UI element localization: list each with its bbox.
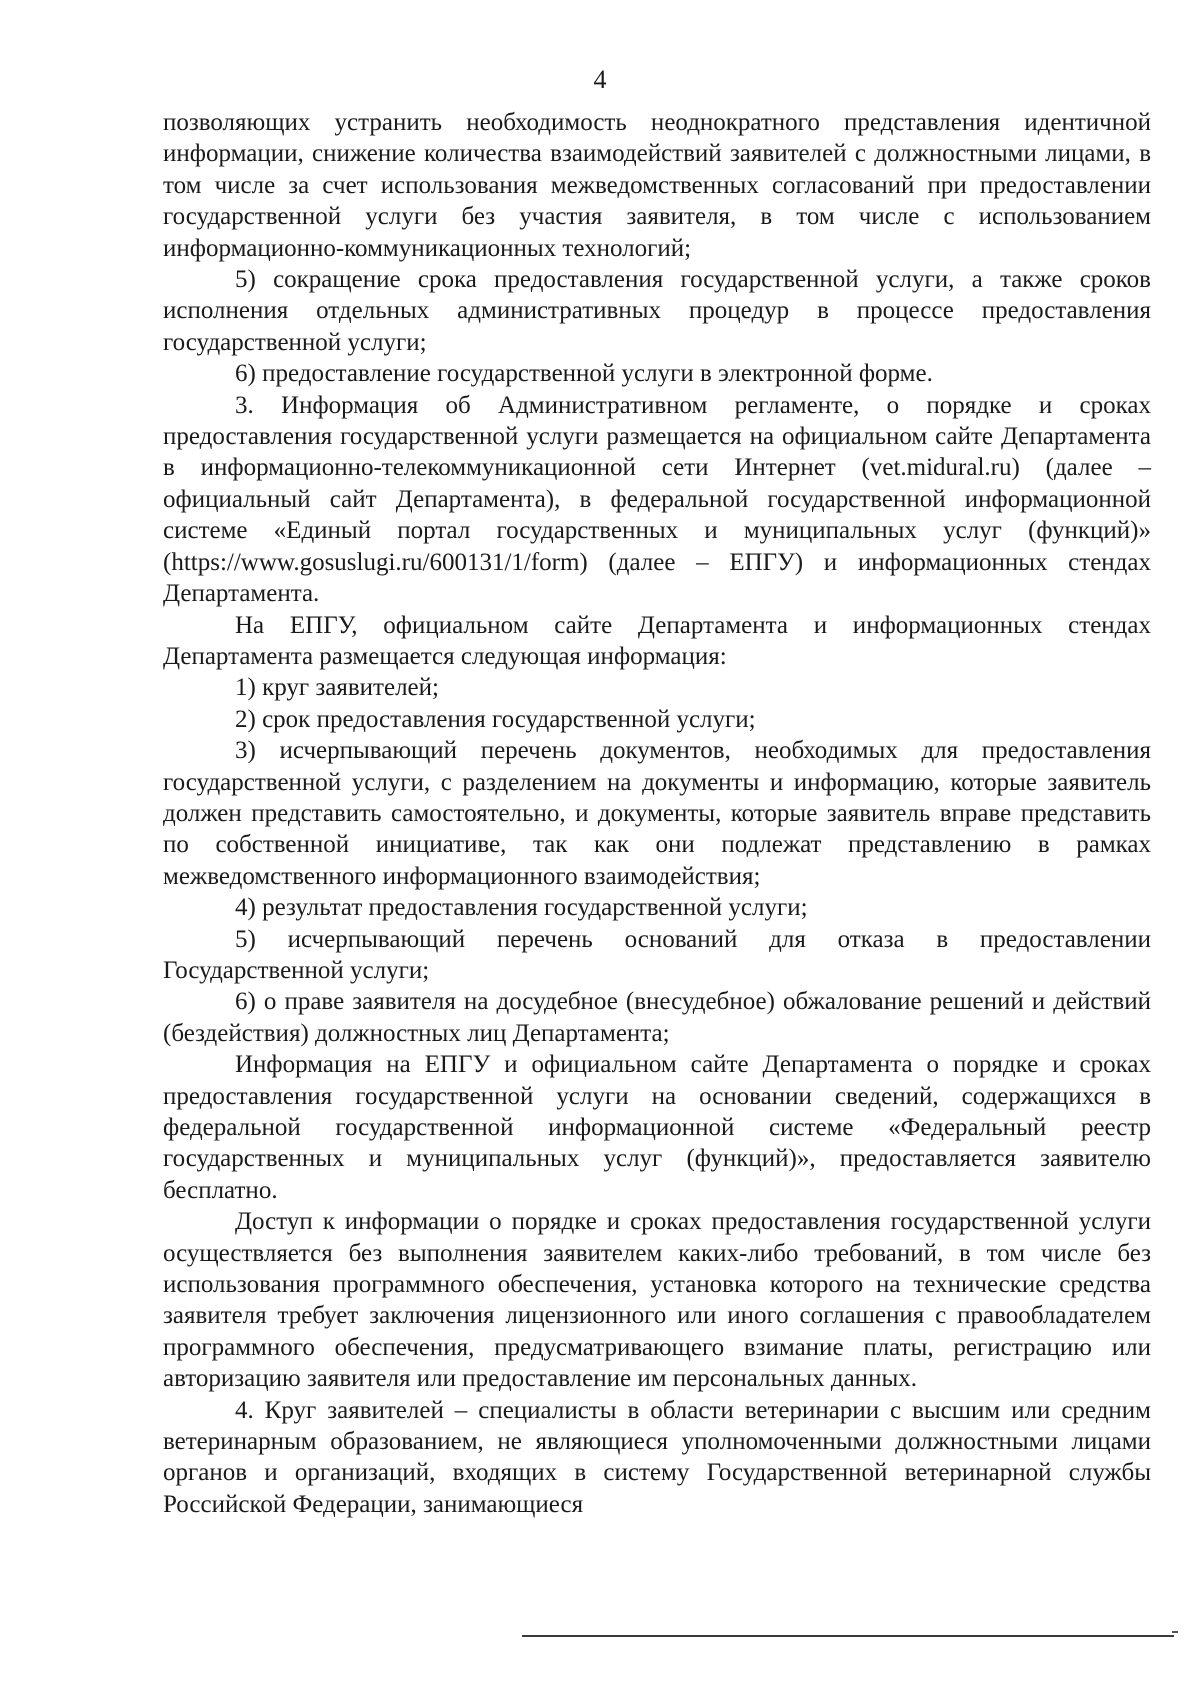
footer-rule [522,1635,1174,1637]
info-item-4: 4) результат предоставления государственной услуги; [235,894,808,922]
info-item-3: 3) исчерпывающий перечень документов, необходимых для предоставления государственной услуги, с разделением на документы и информацию, которые заявитель должен представить самостоятельно, и документы, которые заявитель вправе представить по собственной инициативе, так как они подлежат представлению в рамках межведомственного информационного взаимодействия; [163,737,1151,890]
paragraph-access-without-requirements: Доступ к информации о порядке и сроках предоставления государственной услуги осуществляется без выполнения заявителем каких-либо требований, в том числе без использования программного обеспечения, установка которого на технические средства заявителя требует заключения лицензионного или иного соглашения с правообладателем программного обеспечения, предусматривающего взимание платы, регистрацию или авторизацию заявителя или предоставление им персональных данных. [163,1208,1151,1393]
section-4-applicants: 4. Круг заявителей – специалисты в области ветеринарии с высшим или средним ветеринарным образованием, не являющиеся уполномоченными должностными лицами органов и организаций, входящих в систему Государственной ветеринарной службы Российской Федерации, занимающиеся [163,1396,1151,1518]
info-item-6: 6) о праве заявителя на досудебное (внесудебное) обжалование решений и действий (бездействия) должностных лиц Департамента; [163,988,1151,1047]
info-item-5: 5) исчерпывающий перечень оснований для отказа в предоставлении Государственной услуги; [163,925,1151,984]
document-body [163,107,1151,1520]
info-item-2: 2) срок предоставления государственной услуги; [235,705,756,733]
info-item-1: 1) круг заявителей; [235,674,439,702]
scan-mark [1172,1631,1178,1633]
paragraph-posted-info-intro: На ЕПГУ, официальном сайте Департамента и информационных стендах Департамента размещается следующая информация: [163,611,1151,670]
list-item-6-electronic-form: 6) предоставление государственной услуги в электронной форме. [235,360,933,388]
section-3-information: 3. Информация об Административном регламенте, о порядке и сроках предоставления государственной услуги размещается на официальном сайте Департамента в информационно-телекоммуникационной сети Интернет (vet.midural.ru) (далее – официальный сайт Департамента), в федеральной государственной информационной системе «Единый портал государственных и муниципальных услуг (функций)» (https://www.gosuslugi.ru/600131/1/form) (далее – ЕПГУ) и информационных стендах Департамента. [163,391,1151,608]
list-item-5-reduce-terms: 5) сокращение срока предоставления государственной услуги, а также сроков исполнения отдельных административных процедур в процессе предоставления государственной услуги; [163,266,1151,356]
paragraph-free-of-charge: Информация на ЕПГУ и официальном сайте Департамента о порядке и сроках предоставления государственной услуги на основании сведений, содержащихся в федеральной государственной информационной системе «Федеральный реестр государственных и муниципальных услуг (функций)», предоставляется заявителю бесплатно. [163,1051,1151,1204]
page-number: 4 [593,65,607,94]
paragraph-continuation: позволяющих устранить необходимость неоднократного представления идентичной информации, снижение количества взаимодействий заявителей с должностными лицами, в том числе за счет использования межведомственных согласований при предоставлении государственной услуги без участия заявителя, в том числе с использованием информационно-коммуникационных технологий; [163,109,1151,262]
